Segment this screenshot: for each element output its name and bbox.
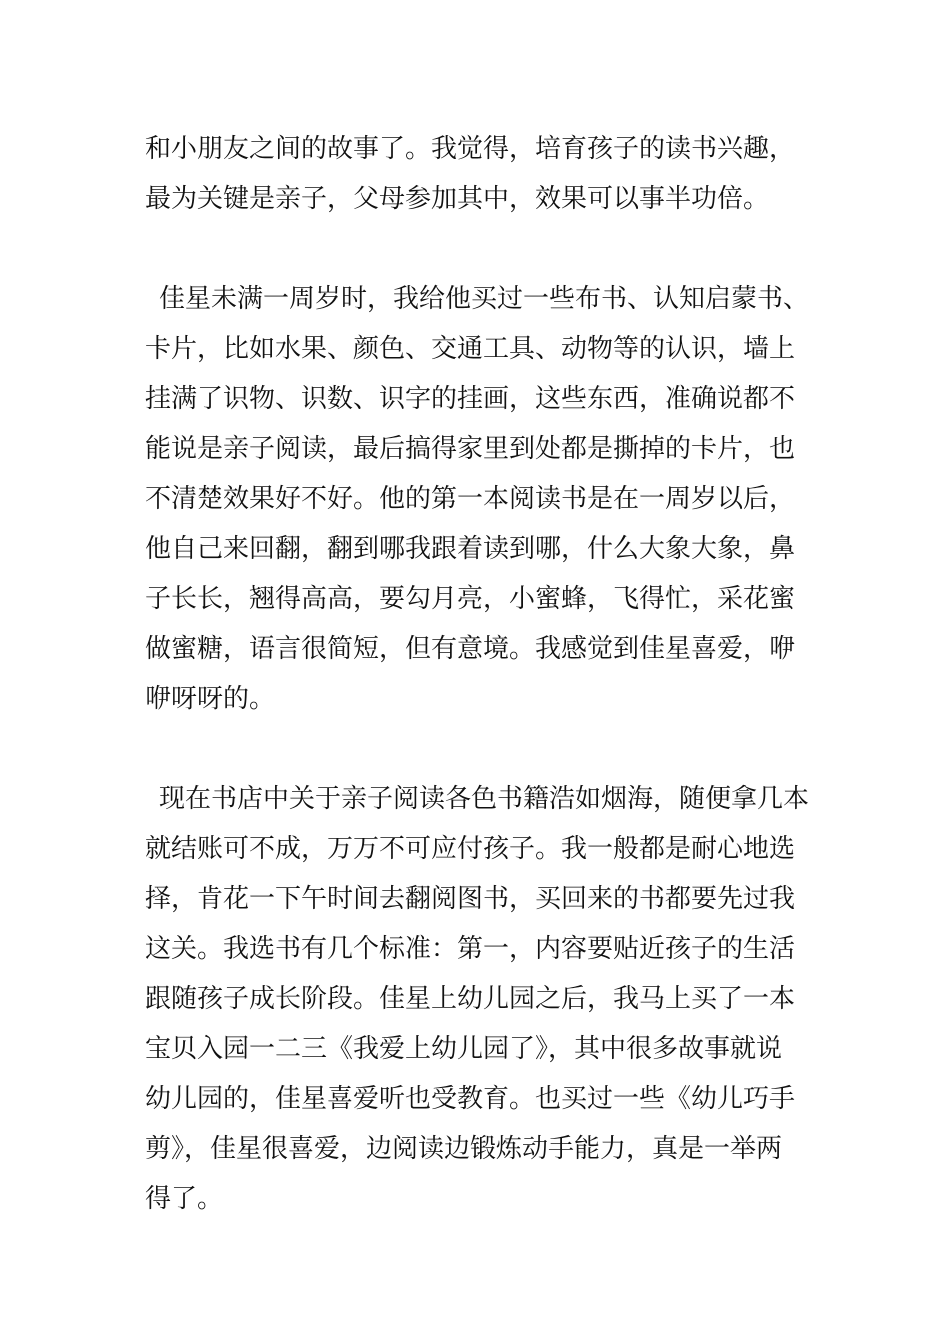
text-line: 这关。我选书有几个标准：第一，内容要贴近孩子的生活 bbox=[145, 934, 796, 964]
text-line: 能说是亲子阅读，最后搞得家里到处都是撕掉的卡片，也 bbox=[145, 434, 796, 464]
text-line: 幼儿园的，佳星喜爱听也受教育。也买过一些《幼儿巧手 bbox=[145, 1084, 796, 1114]
text-line: 最为关键是亲子，父母参加其中，效果可以事半功倍。 bbox=[145, 184, 770, 214]
text-line: 择，肯花一下午时间去翻阅图书，买回来的书都要先过我 bbox=[145, 884, 796, 914]
text-line: 剪》，佳星很喜爱，边阅读边锻炼动手能力，真是一举两 bbox=[145, 1134, 783, 1164]
text-line: 宝贝入园一二三《我爱上幼儿园了》，其中很多故事就说 bbox=[145, 1034, 783, 1064]
paragraph-2 bbox=[145, 274, 810, 724]
text-line: 他自己来回翻，翻到哪我跟着读到哪，什么大象大象，鼻 bbox=[145, 534, 796, 564]
text-line: 不清楚效果好不好。他的第一本阅读书是在一周岁以后， bbox=[145, 484, 796, 514]
paragraph-1 bbox=[145, 124, 810, 224]
text-line: 佳星未满一周岁时，我给他买过一些布书、认知启蒙书、 bbox=[159, 284, 810, 314]
text-line: 得了。 bbox=[145, 1184, 224, 1214]
text-line: 咿呀呀的。 bbox=[145, 684, 276, 714]
text-line: 子长长，翘得高高，要勾月亮，小蜜蜂，飞得忙，采花蜜 bbox=[145, 584, 796, 614]
text-line: 卡片，比如水果、颜色、交通工具、动物等的认识，墙上 bbox=[145, 334, 796, 364]
text-line: 就结账可不成，万万不可应付孩子。我一般都是耐心地选 bbox=[145, 834, 796, 864]
text-line: 和小朋友之间的故事了。我觉得，培育孩子的读书兴趣， bbox=[145, 134, 796, 164]
text-line: 做蜜糖，语言很简短，但有意境。我感觉到佳星喜爱，咿 bbox=[145, 634, 796, 664]
text-line: 挂满了识物、识数、识字的挂画，这些东西，准确说都不 bbox=[145, 384, 796, 414]
text-line: 现在书店中关于亲子阅读各色书籍浩如烟海，随便拿几本 bbox=[159, 784, 810, 814]
text-line: 跟随孩子成长阶段。佳星上幼儿园之后，我马上买了一本 bbox=[145, 984, 796, 1014]
paragraph-3 bbox=[145, 774, 810, 1224]
